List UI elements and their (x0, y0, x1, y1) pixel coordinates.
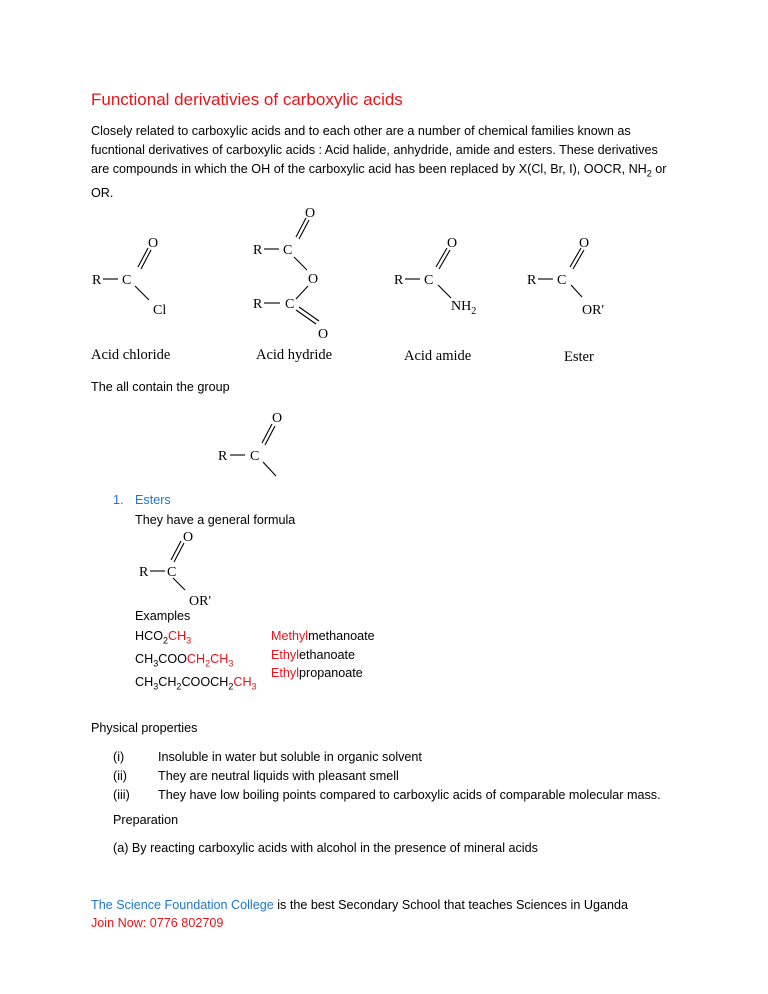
caption-ester: Ester (564, 349, 594, 365)
caption-acid-chloride: Acid chloride (91, 347, 171, 363)
physical-list (113, 748, 661, 805)
example-name: Ethylpropanoate (271, 666, 363, 680)
join-now[interactable]: Join Now: 0776 802709 (91, 916, 224, 930)
atom-c: C (285, 297, 295, 312)
example-name: Ethylethanoate (271, 647, 356, 662)
svg-text:R: R (218, 449, 228, 464)
atom-o: O (318, 327, 329, 342)
atom-r: R (253, 243, 263, 258)
atom-or: OR' (582, 303, 604, 318)
page-title: Functional derivativies of carboxylic acids (91, 90, 403, 109)
atom-o: O (579, 236, 590, 251)
list-item: (ii) They are neutral liquids with pleasant smell (113, 769, 399, 783)
svg-text:C: C (250, 449, 260, 464)
caption-acid-amide: Acid amide (404, 348, 472, 364)
intro-line: fucntional derivatives of carboxylic acids : Acid halide, anhydride, amide and esters. These derivatives (91, 143, 658, 157)
intro-paragraph (91, 122, 691, 203)
svg-text:C: C (167, 565, 177, 580)
physical-heading: Physical properties (91, 721, 198, 735)
caption-acid-hydride: Acid hydride (256, 347, 333, 363)
svg-text:R: R (139, 565, 149, 580)
atom-cl: Cl (153, 303, 167, 318)
derivative-structures (0, 200, 768, 370)
atom-c: C (283, 243, 293, 258)
atom-o: O (447, 236, 458, 251)
example-names (271, 627, 375, 683)
atom-r: R (394, 273, 404, 288)
atom-r: R (527, 273, 537, 288)
list-item: (i) Insoluble in water but soluble in organic solvent (113, 750, 422, 764)
atom-r: R (253, 297, 263, 312)
general-formula-text: They have a general formula (135, 513, 296, 527)
intro-line: Closely related to carboxylic acids and to each other are a number of chemical families known as (91, 124, 631, 138)
atom-o: O (148, 236, 159, 251)
preparation-item: (a) By reacting carboxylic acids with alcohol in the presence of mineral acids (113, 841, 538, 855)
section-number: 1. (113, 493, 124, 507)
example-name: Methylmethanoate (271, 629, 375, 643)
example-formula: $HCO_2CH_3$ (135, 629, 192, 646)
intro-line: OR. (91, 185, 114, 200)
footer-line: The Science Foundation College is the best Secondary School that teaches Sciences in Uganda (91, 898, 628, 912)
section-heading-esters: Esters (135, 493, 171, 507)
group-text: The all contain the group (91, 380, 230, 394)
svg-text:O: O (272, 411, 283, 426)
ester-general-structure (125, 525, 245, 610)
atom-o: O (308, 272, 319, 287)
atom-r: R (92, 273, 102, 288)
acyl-group-structure (200, 400, 300, 490)
intro-line: are compounds in which the OH of the carboxylic acid has been replaced by X(Cl, Br, I), OOCR, $NH_2$ or (91, 162, 667, 179)
atom-nh: $NH_2$ (451, 299, 477, 317)
examples-label: Examples (135, 609, 191, 623)
atom-c: C (424, 273, 434, 288)
atom-o: O (305, 206, 316, 221)
college-link[interactable]: The Science Foundation College (91, 898, 274, 912)
preparation-heading: Preparation (113, 813, 179, 827)
svg-text:O: O (183, 530, 194, 545)
atom-c: C (557, 273, 567, 288)
list-item: (iii) They have low boiling points compared to carboxylic acids of comparable molecular mass. (113, 788, 661, 802)
example-formula: $CH_3CH_2COOCH_2CH_3$ (135, 675, 257, 692)
atom-c: C (122, 273, 132, 288)
example-formulas (135, 627, 257, 696)
example-formula: $CH_3COOCH_2CH_3$ (135, 652, 234, 669)
svg-text:OR': OR' (189, 594, 211, 609)
